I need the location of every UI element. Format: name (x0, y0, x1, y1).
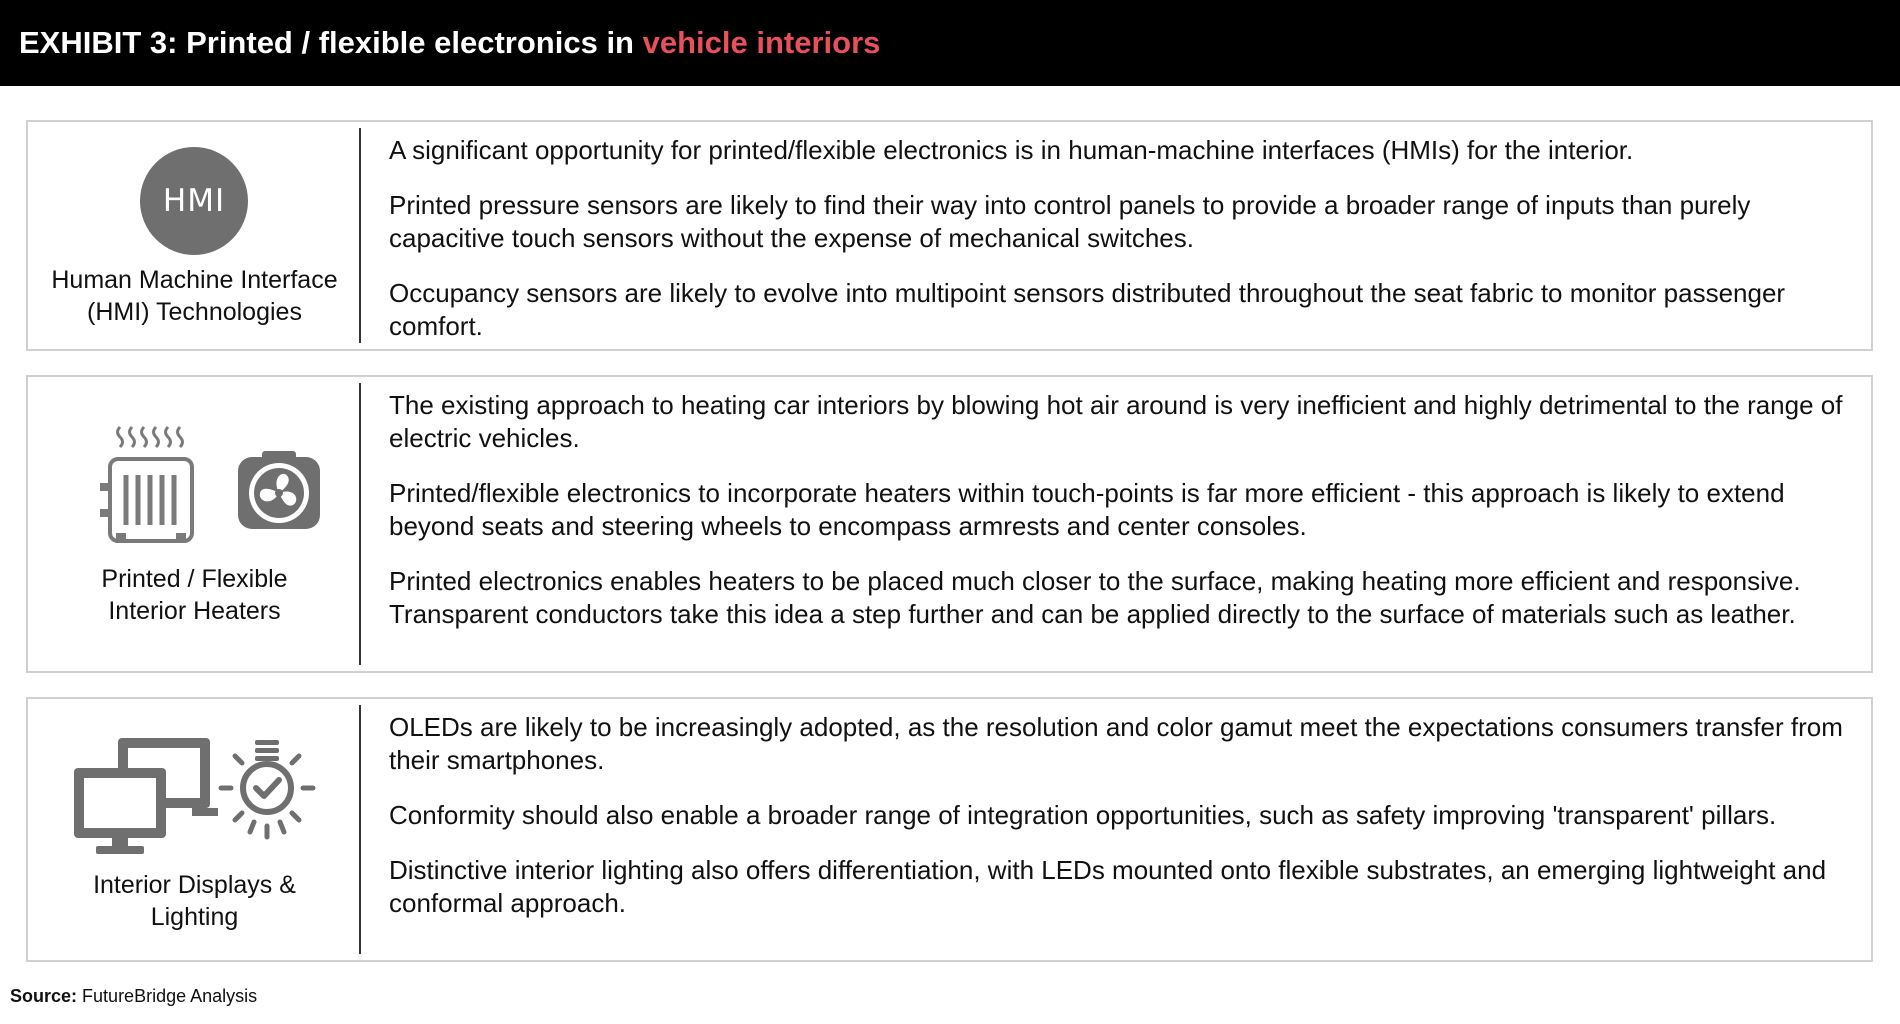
description-paragraph: A significant opportunity for printed/flexible electronics is in human-machine interfaces (HMIs) for the interior. (389, 135, 1634, 165)
description-paragraph: Distinctive interior lighting also offers differentiation, with LEDs mounted onto flexible substrates, an emerging lightweight and conformal approach. (389, 855, 1827, 918)
section-description (389, 134, 1849, 365)
section-label-panel (28, 699, 361, 960)
heater-icons (88, 425, 328, 545)
hmi-badge (140, 147, 248, 255)
description-paragraph: OLEDs are likely to be increasingly adopted, as the resolution and color gamut meet the expectations consumers transfer from their smartphones. (389, 712, 1843, 775)
dual-monitor-icon (74, 738, 218, 854)
hmi-circle-icon (140, 147, 250, 257)
description-paragraph: Printed electronics enables heaters to be placed much closer to the surface, making heating more efficient and responsive. Transparent conductors take this idea a step further and can be applied directly to the surface of materials such as leather. (389, 566, 1801, 629)
section-label-line2: (HMI) Technologies (87, 298, 302, 326)
source-label: Source: (10, 986, 78, 1006)
section-label (28, 869, 361, 933)
section-label-panel (28, 122, 361, 349)
section-label-line1: Interior Displays & (93, 871, 296, 899)
section-card-hmi (26, 120, 1873, 351)
description-paragraph: The existing approach to heating car interiors by blowing hot air around is very inefficient and highly detrimental to the range of electric vehicles. (389, 390, 1843, 453)
fan-icon (238, 451, 320, 529)
section-card-displays-lighting (26, 697, 1873, 962)
exhibit-header (0, 0, 1900, 86)
exhibit-title-prefix: EXHIBIT 3: Printed / flexible electronics in (19, 25, 643, 60)
radiator-heater-icon (100, 427, 192, 543)
section-label-line1: Human Machine Interface (51, 266, 338, 294)
section-label (28, 264, 361, 328)
section-label-line1: Printed / Flexible (101, 565, 288, 593)
section-label (28, 563, 361, 627)
section-description (389, 711, 1849, 942)
heater-icon-group (88, 425, 328, 545)
description-paragraph: Occupancy sensors are likely to evolve into multipoint sensors distributed throughout the seat fabric to monitor passenger comfort. (389, 278, 1786, 341)
section-label-line2: Lighting (150, 903, 239, 931)
display-lighting-icons (72, 736, 332, 856)
section-divider (359, 705, 361, 954)
section-divider (359, 383, 361, 665)
source-text: FutureBridge Analysis (82, 986, 258, 1006)
display-lighting-icon-group (72, 736, 332, 856)
source-note (10, 986, 257, 1007)
section-label-panel (28, 377, 361, 671)
description-paragraph: Printed pressure sensors are likely to find their way into control panels to provide a broader range of inputs than purely capacitive touch sensors without the expense of mechanical switches. (389, 190, 1751, 253)
description-paragraph: Conformity should also enable a broader range of integration opportunities, such as safety improving 'transparent' pillars. (389, 800, 1777, 830)
section-card-heaters (26, 375, 1873, 673)
section-description (389, 389, 1849, 653)
exhibit-title-accent: vehicle interiors (642, 25, 881, 60)
hmi-icon-text: HMI (162, 183, 226, 219)
description-paragraph: Printed/flexible electronics to incorporate heaters within touch-points is far more efficient - this approach is likely to extend beyond seats and steering wheels to encompass armrests and center consoles. (389, 478, 1785, 541)
section-label-line2: Interior Heaters (108, 597, 281, 625)
section-divider (359, 128, 361, 343)
light-bulb-check-icon (221, 740, 313, 837)
exhibit-title (19, 25, 880, 61)
